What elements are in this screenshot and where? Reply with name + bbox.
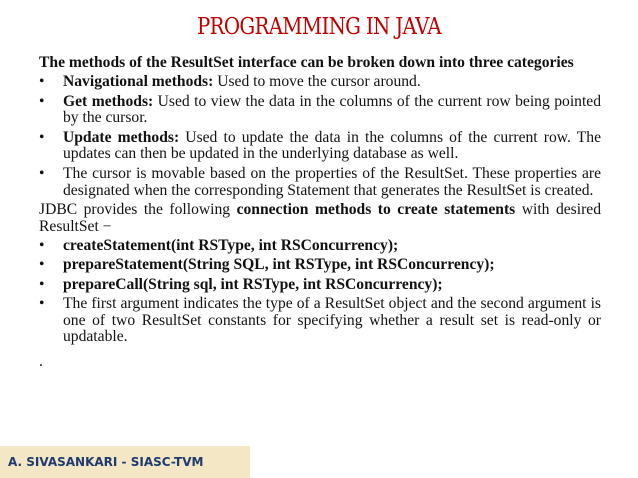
intro-text <box>39 55 601 72</box>
bullet-icon: • <box>39 236 45 254</box>
slide-title: PROGRAMMING IN JAVA <box>197 14 441 40</box>
trailing-dot: . <box>39 353 43 371</box>
method-signature: prepareCall(String sql, int RSType, int RSConcurrency); <box>63 275 443 293</box>
item-label: Navigational methods: <box>63 73 214 91</box>
footer-author-banner: A. SIVASANKARI - SIASC-TVM <box>0 446 250 478</box>
bullet-item-update <box>39 130 601 164</box>
item-text: Used to view the data in the columns of the current row being pointed by the cursor. <box>63 92 601 127</box>
bullet-icon: • <box>39 164 45 182</box>
item-text: The first argument indicates the type of a ResultSet object and the second argument is one of two ResultSet constants for specifying whether a result set is read-only or updatable. <box>63 294 601 346</box>
bullet-icon: • <box>39 275 45 293</box>
bullet-icon: • <box>39 128 45 146</box>
item-label: Get methods: <box>63 92 154 110</box>
bullet-icon: • <box>39 92 45 110</box>
method-signature: prepareStatement(String SQL, int RSType, int RSConcurrency); <box>63 256 495 274</box>
bullet-icon: • <box>39 294 45 312</box>
method-prepare-call <box>39 277 601 294</box>
method-prepare-statement <box>39 257 601 274</box>
bullet-item-navigational <box>39 74 601 91</box>
slide-content <box>39 55 601 371</box>
intro-bold: The methods of the ResultSet interface can be broken down into three categories <box>39 54 574 71</box>
bullet-item-arguments <box>39 296 601 346</box>
item-text: Used to update the data in the columns of the current row. The updates can then be updated in the underlying database as well. <box>63 128 601 163</box>
jdbc-bold: connection methods to create statements <box>236 200 516 218</box>
jdbc-paragraph <box>39 202 601 236</box>
bullet-icon: • <box>39 73 45 91</box>
item-text: Used to move the cursor around. <box>213 73 421 91</box>
method-create-statement <box>39 238 601 255</box>
item-label: Update methods: <box>63 128 180 146</box>
method-signature: createStatement(int RSType, int RSConcurrency); <box>63 236 399 254</box>
jdbc-after: with desired ResultSet − <box>39 200 601 235</box>
item-text: The cursor is movable based on the properties of the ResultSet. These properties are designated when the corresponding Statement that generates the ResultSet is created. <box>63 164 601 199</box>
bullet-item-get <box>39 94 601 128</box>
jdbc-before: JDBC provides the following <box>39 200 237 218</box>
bullet-icon: • <box>39 256 45 274</box>
bullet-item-cursor <box>39 166 601 200</box>
